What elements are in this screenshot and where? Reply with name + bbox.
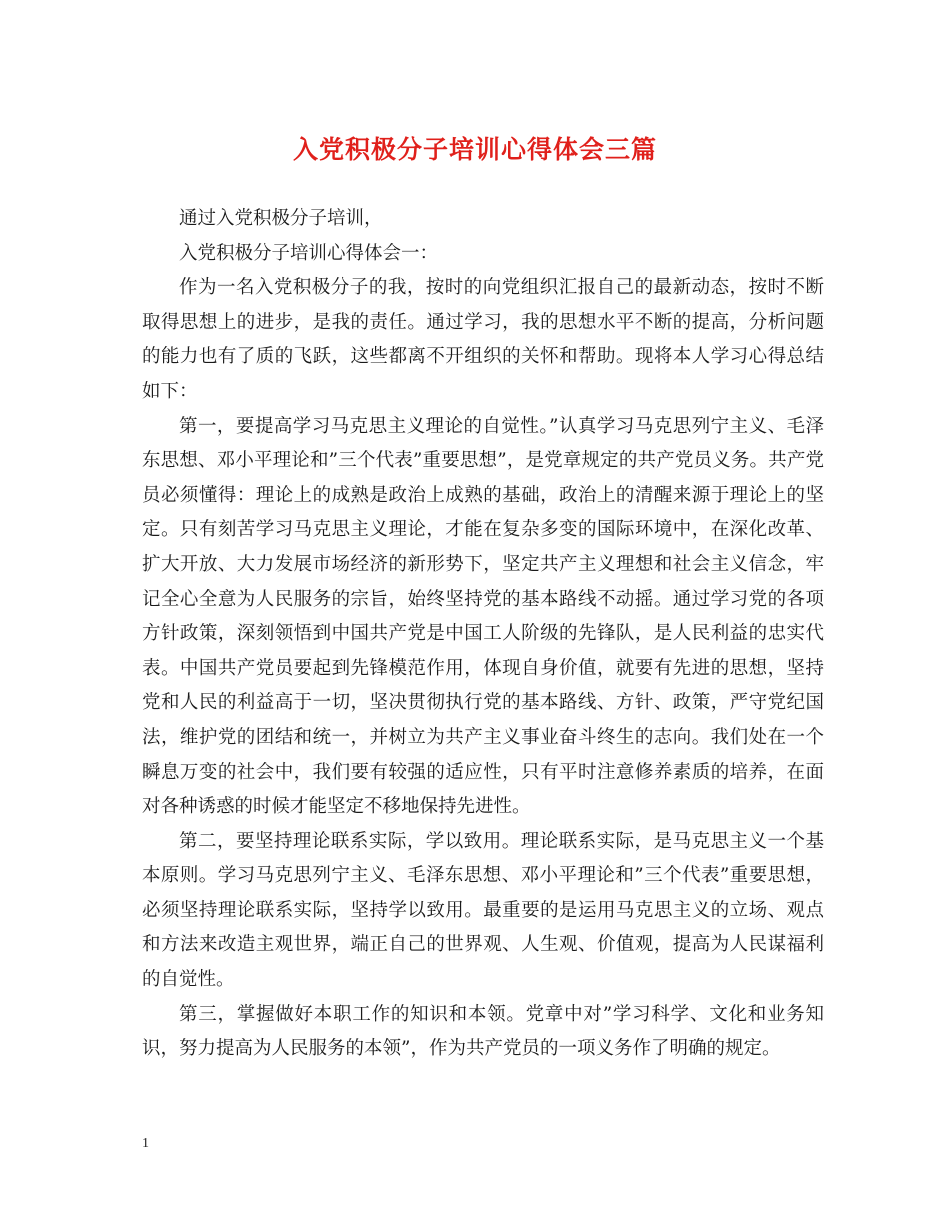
paragraph-point-one: 第一，要提高学习马克思主义理论的自觉性。”认真学习马克思列宁主义、毛泽东思想、邓小平理论和”三个代表”重要思想”，是党章规定的共产党员义务。共产党员必须懂得：理论上的成熟是政治上成熟的基础，政治上的清醒来源于理论上的坚定。只有刻苦学习马克思主义理论，才能在复杂多变的国际环境中，在深化改革、扩大开放、大力发展市场经济的新形势下，坚定共产主义理想和社会主义信念，牢记全心全意为人民服务的宗旨，始终坚持党的基本路线不动摇。通过学习党的各项方针政策，深刻领悟到中国共产党是中国工人阶级的先锋队，是人民利益的忠实代表。中国共产党员要起到先锋模范作用，体现自身价值，就要有先进的思想，坚持党和人民的利益高于一切，坚决贯彻执行党的基本路线、方针、政策，严守党纪国法，维护党的团结和统一，并树立为共产主义事业奋斗终生的志向。我们处在一个瞬息万变的社会中，我们要有较强的适应性，只有平时注意修养素质的培养，在面对各种诱惑的时候才能坚定不移地保持先进性。 <box>142 415 824 818</box>
paragraph-opening: 作为一名入党积极分子的我，按时的向党组织汇报自己的最新动态，按时不断取得思想上的进步，是我的责任。通过学习，我的思想水平不断的提高，分析问题的能力也有了质的飞跃，这些都离不开组织的关怀和帮助。现将本人学习心得总结如下： <box>142 277 824 402</box>
paragraph-heading-one: 入党积极分子培训心得体会一： <box>179 242 439 264</box>
page-number: 1 <box>142 1136 149 1151</box>
paragraph-point-three: 第三，掌握做好本职工作的知识和本领。党章中对”学习科学、文化和业务知识，努力提高为人民服务的本领”，作为共产党员的一项义务作了明确的规定。 <box>142 1003 824 1060</box>
document-title: 入党积极分子培训心得体会三篇 <box>292 135 657 164</box>
paragraph-point-two: 第二，要坚持理论联系实际，学以致用。理论联系实际，是马克思主义一个基本原则。学习马克思列宁主义、毛泽东思想、邓小平理论和”三个代表”重要思想，必须坚持理论联系实际，坚持学以致用。最重要的是运用马克思主义的立场、观点和方法来改造主观世界，端正自己的世界观、人生观、价值观，提高为人民谋福利的自觉性。 <box>142 830 824 991</box>
paragraph-intro: 通过入党积极分子培训， <box>179 208 383 229</box>
document-body <box>142 202 824 1067</box>
